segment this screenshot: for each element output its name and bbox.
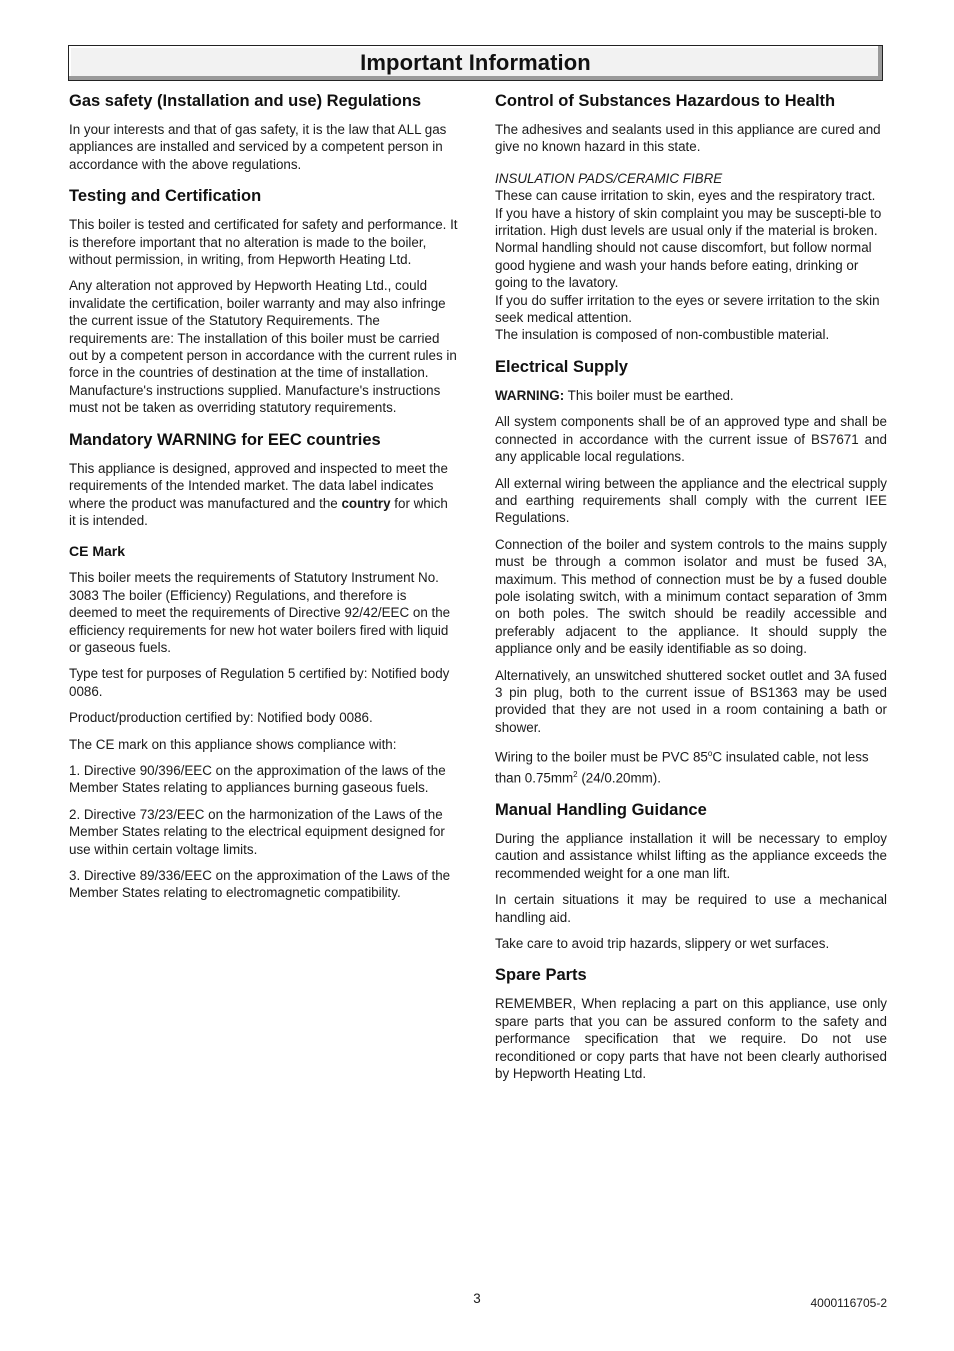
testing-text-1: This boiler is tested and certificated for safety and performance. It is therefore important that no alteration is made to the boiler, without permission, in writing, from Hepworth Heating Ltd. bbox=[69, 217, 458, 268]
ce-mark-heading: CE Mark bbox=[69, 543, 126, 560]
insulation-line-3: Normal handling should not cause discomfort, but follow normal good hygiene and wash your hands before eating, drinking or going to the lavatory. bbox=[495, 240, 872, 291]
manual-handling-heading: Manual Handling Guidance bbox=[495, 800, 707, 819]
insulation-subheading: INSULATION PADS/CERAMIC FIBRE bbox=[495, 170, 723, 186]
gas-safety-heading: Gas safety (Installation and use) Regulations bbox=[69, 92, 422, 110]
ce-directive-1: 1. Directive 90/396/EEC on the approximation of the laws of the Member States relating to appliances burning gaseous fuels. bbox=[69, 762, 446, 796]
document-number: 4000116705-2 bbox=[810, 1296, 887, 1310]
electrical-text-4: Connection of the boiler and system controls to the mains supply must be through a common isolator and must be fused 3A, maximum. This method of connection must be by a fused double pole isolating switch, with a minimum contact separation of 3mm on both poles. The switch should be readily accessible and preferably adjacent to the appliance. It should supply the appliance only and be easily identifiable as so doing. bbox=[495, 536, 887, 657]
squared-mark: 2 bbox=[573, 770, 578, 780]
mandatory-text-a: This appliance is designed, approved and inspected to meet the requirements of the Intended market. The data label indicates where the product was manufactured and the bbox=[69, 460, 448, 511]
manual-text-2: In certain situations it may be required to use a mechanical handling aid. bbox=[495, 892, 887, 925]
electrical-text-6 bbox=[495, 745, 887, 787]
electrical-text-3: All external wiring between the appliance and the electrical supply and earthing requirements shall comply with the current IEE Regulations. bbox=[495, 475, 887, 526]
warning-label: WARNING: bbox=[495, 387, 565, 403]
ce-directive-3: 3. Directive 89/336/EEC on the approximation of the Laws of the Member States relating to electromagnetic compatibility. bbox=[69, 868, 451, 901]
wiring-text-a: Wiring to the boiler must be PVC 85 bbox=[495, 749, 708, 765]
spare-parts-text: REMEMBER, When replacing a part on this appliance, use only spare parts that you can be assured conform to the safety and performance specification that we require. Do not use reconditioned or copy parts that have not been clearly authorised by Hepworth Heating Ltd. bbox=[495, 996, 887, 1081]
insulation-line-1: These can cause irritation to skin, eyes and the respiratory tract. bbox=[495, 188, 876, 204]
coshh-heading: Control of Substances Hazardous to Health bbox=[495, 92, 836, 110]
ce-text-4: The CE mark on this appliance shows compliance with: bbox=[69, 736, 397, 752]
right-column bbox=[495, 92, 887, 1096]
spare-parts-section bbox=[495, 966, 887, 1082]
coshh-section bbox=[495, 92, 887, 344]
mandatory-warning-heading: Mandatory WARNING for EEC countries bbox=[69, 430, 381, 449]
left-column bbox=[69, 92, 458, 916]
wiring-text-b: C insulated cable, not less than 0.75mm bbox=[495, 749, 869, 786]
electrical-section bbox=[495, 358, 887, 787]
ce-text-1: This boiler meets the requirements of Statutory Instrument No. 3083 The boiler (Efficiency) Regulations, and therefore is deemed to meet the requirements of Directive 92/42/EEC on the efficiency requirements for new hot water boilers fired with liquid or gaseous fuels. bbox=[69, 570, 451, 655]
manual-text-3: Take care to avoid trip hazards, slippery or wet surfaces. bbox=[495, 935, 830, 951]
page-title-banner bbox=[68, 45, 883, 81]
testing-text-2: Any alteration not approved by Hepworth Heating Ltd., could invalidate the certification, boiler warranty and may also infringe the current issue of the Statutory Requirements. The requirements are: The installation of this boiler must be carried out by a competent person in accordance with the current rules in force in the countries of destination at the time of installation. Manufacture's instructions supplied. Manufacture's instructions must not be taken as overriding statutory requirements. bbox=[69, 278, 457, 416]
ce-text-3: Product/production certified by: Notified body 0086. bbox=[69, 710, 373, 726]
coshh-text: The adhesives and sealants used in this appliance are cured and give no known hazard in this state. bbox=[495, 122, 881, 155]
electrical-warning bbox=[495, 387, 887, 404]
page-title: Important Information bbox=[360, 50, 591, 75]
insulation-line-2: If you have a history of skin complaint you may be suscepti-ble to irritation. High dust levels are usual only if the material is broken. bbox=[495, 205, 882, 239]
mandatory-warning-text bbox=[69, 460, 458, 530]
electrical-text-5: Alternatively, an unswitched shuttered socket outlet and 3A fused 3 pin plug, both to the current issue of BS1363 may be used provided that they are not used in a room containing a bath or shower. bbox=[495, 667, 887, 735]
testing-section bbox=[69, 187, 458, 416]
ce-directive-2: 2. Directive 73/23/EEC on the harmonization of the Laws of the Member States relating to the electrical equipment designed for use within certain voltage limits. bbox=[69, 806, 445, 857]
mandatory-text-bold: country bbox=[341, 495, 391, 511]
ce-text-2: Type test for purposes of Regulation 5 certified by: Notified body 0086. bbox=[69, 666, 450, 699]
electrical-text-2: All system components shall be of an approved type and shall be connected in accordance with the current issue of BS7671 and any applicable local regulations. bbox=[495, 414, 887, 465]
ce-mark-section bbox=[69, 543, 458, 902]
degree-mark: o bbox=[707, 749, 713, 759]
manual-text-1: During the appliance installation it will be necessary to employ caution and assistance whilst lifting as the appliance exceeds the recommended weight for a one man lift. bbox=[495, 830, 887, 881]
gas-safety-section bbox=[69, 92, 458, 173]
insulation-line-4: If you do suffer irritation to the eyes or severe irritation to the skin seek medical attention. bbox=[495, 292, 880, 326]
gas-safety-text: In your interests and that of gas safety, it is the law that ALL gas appliances are installed and serviced by a competent person in accordance with the above regulations. bbox=[69, 122, 447, 172]
insulation-line-5: The insulation is composed of non-combustible material. bbox=[495, 327, 830, 343]
mandatory-warning-section bbox=[69, 431, 458, 530]
wiring-text-c: (24/0.20mm). bbox=[577, 770, 661, 786]
page-number: 3 bbox=[473, 1291, 481, 1306]
electrical-heading: Electrical Supply bbox=[495, 357, 628, 376]
mandatory-text-b: for which it is intended. bbox=[69, 495, 448, 528]
spare-parts-heading: Spare Parts bbox=[495, 966, 587, 985]
manual-handling-section bbox=[495, 801, 887, 952]
testing-heading: Testing and Certification bbox=[69, 187, 262, 206]
warning-text: This boiler must be earthed. bbox=[564, 387, 734, 403]
